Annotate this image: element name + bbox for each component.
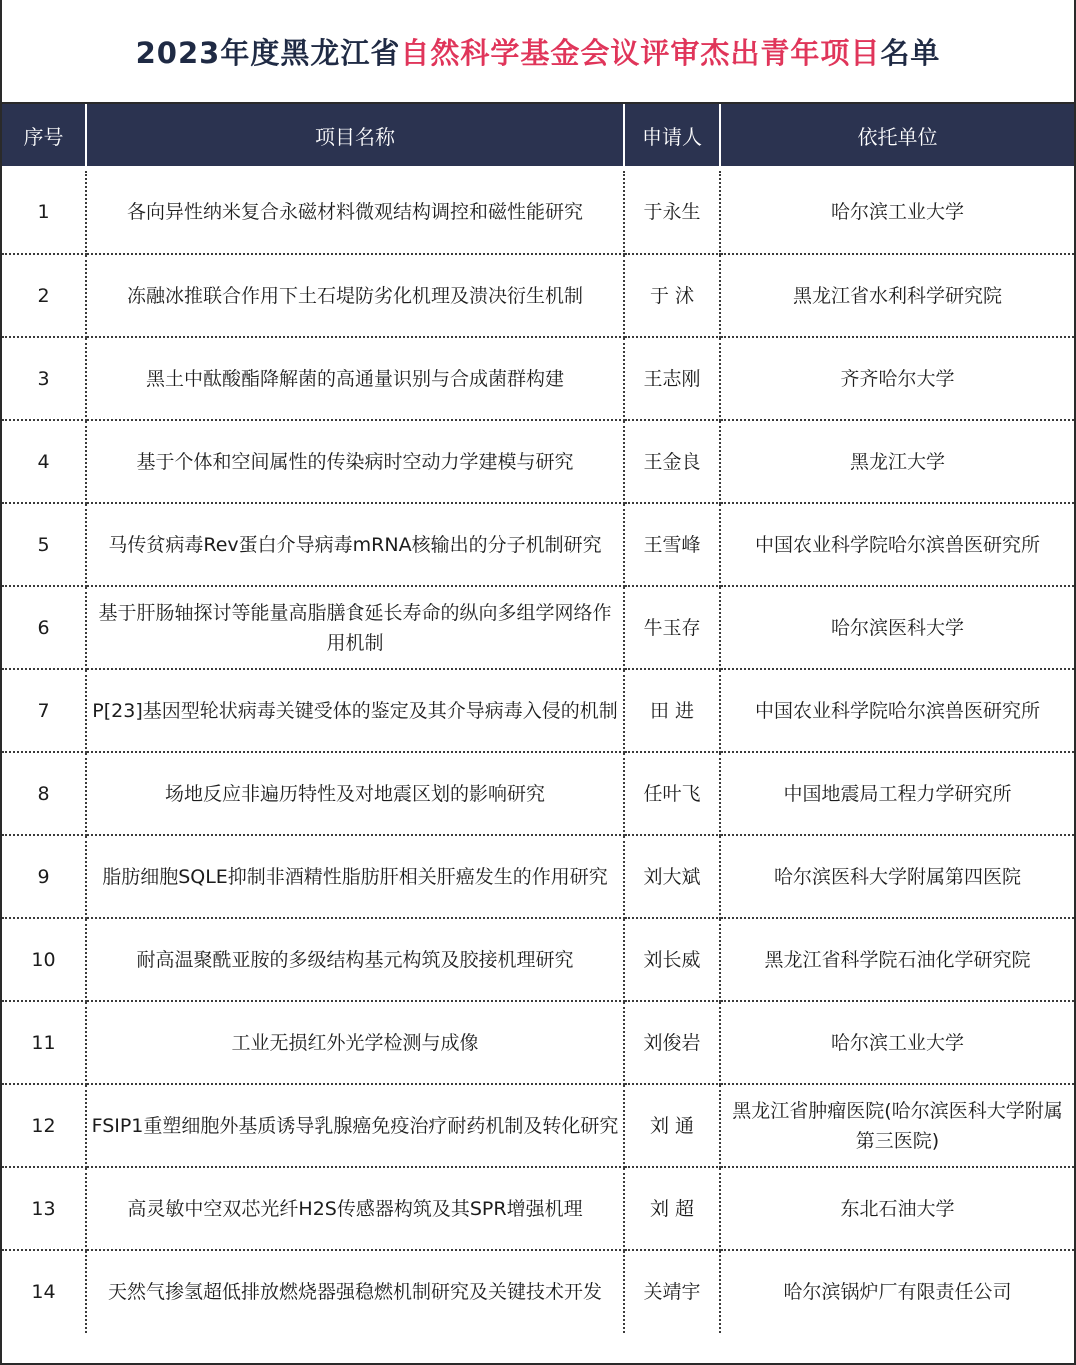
cell-applicant: 任叶飞 — [624, 752, 720, 835]
cell-institution: 黑龙江省肿瘤医院(哈尔滨医科大学附属第三医院) — [720, 1084, 1074, 1167]
cell-applicant: 于 沭 — [624, 254, 720, 337]
table-row — [2, 1084, 1074, 1167]
cell-project: 各向异性纳米复合永磁材料微观结构调控和磁性能研究 — [86, 171, 624, 254]
cell-index: 3 — [2, 337, 86, 420]
cell-institution: 哈尔滨锅炉厂有限责任公司 — [783, 1281, 1012, 1303]
cell-institution: 哈尔滨工业大学 — [720, 171, 1074, 254]
cell-institution: 黑龙江省水利科学研究院 — [720, 254, 1074, 337]
header-index: 序号 — [2, 104, 86, 167]
title-prefix: 2023年度黑龙江省 — [135, 35, 401, 70]
cell-applicant: 于永生 — [624, 171, 720, 254]
cell-project: 脂肪细胞SQLE抑制非酒精性脂肪肝相关肝癌发生的作用研究 — [86, 835, 624, 918]
cell-project: FSIP1重塑细胞外基质诱导乳腺癌免疫治疗耐药机制及转化研究 — [86, 1084, 624, 1167]
cell-project: 场地反应非遍历特性及对地震区划的影响研究 — [86, 752, 624, 835]
table-row — [2, 752, 1074, 835]
cell-applicant: 王志刚 — [624, 337, 720, 420]
cell-applicant: 刘 超 — [624, 1167, 720, 1250]
cell-applicant: 关靖宇 — [624, 1250, 720, 1333]
cell-index: 12 — [2, 1084, 86, 1167]
cell-project: 冻融冰推联合作用下土石堤防劣化机理及溃决衍生机制 — [86, 254, 624, 337]
header-project: 项目名称 — [86, 104, 624, 167]
page-title — [136, 31, 941, 72]
cell-project: 马传贫病毒Rev蛋白介导病毒mRNA核输出的分子机制研究 — [86, 503, 624, 586]
table-row — [2, 337, 1074, 420]
cell-project: 基于肝肠轴探讨等能量高脂膳食延长寿命的纵向多组学网络作用机制 — [86, 586, 624, 669]
table-row — [2, 1001, 1074, 1084]
cell-index: 10 — [2, 918, 86, 1001]
cell-institution: 齐齐哈尔大学 — [720, 337, 1074, 420]
cell-project: P[23]基因型轮状病毒关键受体的鉴定及其介导病毒入侵的机制 — [86, 669, 624, 752]
table-row — [2, 835, 1074, 918]
cell-index: 6 — [2, 586, 86, 669]
cell-institution: 中国地震局工程力学研究所 — [720, 752, 1074, 835]
table-row — [2, 586, 1074, 669]
cell-index: 4 — [2, 420, 86, 503]
cell-applicant: 刘长威 — [624, 918, 720, 1001]
cell-applicant: 王雪峰 — [624, 503, 720, 586]
cell-institution: 黑龙江省科学院石油化学研究院 — [720, 918, 1074, 1001]
cell-institution: 中国农业科学院哈尔滨兽医研究所 — [720, 503, 1074, 586]
cell-institution: 哈尔滨医科大学附属第四医院 — [720, 835, 1074, 918]
cell-project: 天然气掺氢超低排放燃烧器强稳燃机制研究及关键技术开发 — [86, 1250, 624, 1333]
header-applicant: 申请人 — [624, 104, 720, 167]
cell-project: 黑土中酞酸酯降解菌的高通量识别与合成菌群构建 — [86, 337, 624, 420]
title-bar — [2, 0, 1074, 104]
cell-index: 11 — [2, 1001, 86, 1084]
cell-index: 5 — [2, 503, 86, 586]
table-row — [2, 669, 1074, 752]
table-body — [2, 167, 1074, 1333]
cell-project: 高灵敏中空双芯光纤H2S传感器构筑及其SPR增强机理 — [86, 1167, 624, 1250]
cell-applicant: 刘大斌 — [624, 835, 720, 918]
cell-applicant: 刘俊岩 — [624, 1001, 720, 1084]
cell-index: 7 — [2, 669, 86, 752]
cell-institution: 哈尔滨医科大学 — [720, 586, 1074, 669]
cell-applicant: 刘 通 — [624, 1084, 720, 1167]
table-row — [2, 503, 1074, 586]
table-row — [2, 918, 1074, 1001]
cell-index: 9 — [2, 835, 86, 918]
header-institution: 依托单位 — [720, 104, 1074, 167]
cell-index: 14 — [2, 1250, 86, 1333]
table-row — [2, 171, 1074, 254]
cell-index: 2 — [2, 254, 86, 337]
cell-applicant: 王金良 — [624, 420, 720, 503]
table-row — [2, 420, 1074, 503]
cell-index: 8 — [2, 752, 86, 835]
cell-project: 基于个体和空间属性的传染病时空动力学建模与研究 — [86, 420, 624, 503]
table-row — [2, 1167, 1074, 1250]
cell-project: 工业无损红外光学检测与成像 — [86, 1001, 624, 1084]
table-row — [2, 254, 1074, 337]
cell-institution: 东北石油大学 — [720, 1167, 1074, 1250]
cell-applicant: 田 进 — [624, 669, 720, 752]
title-suffix: 名单 — [880, 35, 941, 70]
project-table — [2, 104, 1074, 1333]
cell-institution: 黑龙江大学 — [720, 420, 1074, 503]
cell-applicant: 牛玉存 — [624, 586, 720, 669]
cell-institution: 哈尔滨工业大学 — [720, 1001, 1074, 1084]
cell-index: 13 — [2, 1167, 86, 1250]
cell-project: 耐高温聚酰亚胺的多级结构基元构筑及胶接机理研究 — [86, 918, 624, 1001]
title-highlight: 自然科学基金会议评审杰出青年项目 — [400, 35, 881, 70]
cell-institution: 中国农业科学院哈尔滨兽医研究所 — [720, 669, 1074, 752]
table-header — [2, 104, 1074, 167]
cell-index: 1 — [2, 171, 86, 254]
table-row — [2, 1250, 1074, 1333]
